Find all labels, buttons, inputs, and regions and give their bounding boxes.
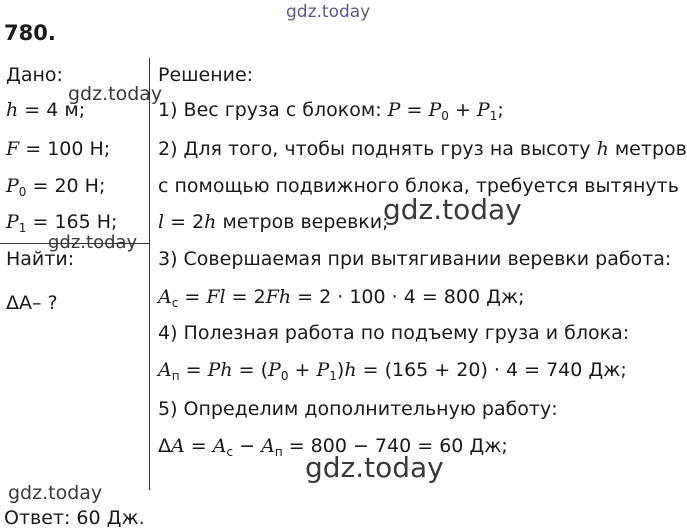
step-2-text-b: метров: [608, 138, 687, 160]
step-2-text-c: метров веревки;: [216, 211, 389, 233]
watermark-top: gdz.today: [286, 2, 371, 22]
answer: Ответ: 60 Дж.: [4, 507, 145, 529]
solution-step-5-formula: $\Delta A = A_с - A_п = 800 - 740 = 60$ Дж;: [158, 435, 508, 459]
vertical-divider: [149, 58, 150, 490]
watermark-given-b: gdz.today: [48, 232, 138, 253]
solution-step-1: 1) Вес груза с блоком: $P = P_0 + P_1$;: [158, 99, 504, 123]
step-3-formula-tail: = 2 · 100 · 4 = 800 Дж;: [291, 286, 525, 308]
watermark-given-a: gdz.today: [68, 83, 163, 105]
problem-number: 780.: [4, 21, 56, 45]
given-P0-value: = 20 Н;: [32, 175, 106, 197]
solution-step-2-line-1: 2) Для того, чтобы поднять груз на высоту h метров: [158, 138, 687, 160]
solution-step-5-line-1: 5) Определим дополнительную работу:: [158, 398, 558, 420]
solution-step-4-formula: $A_п = Ph = (P_0 + P_1)h = (165 + 20) \cdot 4 = 740$ Дж;: [158, 359, 627, 383]
given-P1-value: = 165 Н;: [32, 211, 118, 233]
step-2-text-a: 2) Для того, чтобы поднять груз на высоту: [158, 138, 597, 160]
step-4-formula-tail: = (165 + 20) · 4 = 740 Дж;: [356, 359, 627, 381]
given-P1: $P_1 = 165$ Н;: [6, 211, 118, 235]
given-F-value: = 100 Н;: [25, 138, 111, 160]
given-h-value: = 4 м;: [24, 99, 86, 121]
find-title: Найти:: [6, 248, 75, 270]
given-F: F = 100 Н;: [6, 138, 111, 160]
solution-title: Решение:: [158, 64, 254, 86]
solution-step-2-line-2: с помощью подвижного блока, требуется вытянуть: [158, 175, 679, 197]
given-P0: $P_0 = 20$ Н;: [6, 175, 106, 199]
given-h: h = 4 м;: [6, 99, 86, 121]
given-title: Дано:: [6, 64, 63, 86]
solution-step-2-line-3: l = 2h метров веревки;: [158, 211, 389, 233]
solution-step-3-line-1: 3) Совершаемая при вытягивании веревки работа:: [158, 248, 672, 270]
step-5-formula-tail: = 800 − 740 = 60 Дж;: [282, 435, 508, 457]
watermark-bottom-left: gdz.today: [8, 482, 103, 504]
find-item: ΔA– ?: [6, 292, 58, 314]
watermark-bottom-center: gdz.today: [305, 451, 444, 484]
watermark-mid: gdz.today: [383, 193, 522, 226]
step-1-text: 1) Вес груза с блоком:: [158, 99, 388, 121]
solution-step-4-line-1: 4) Полезная работа по подъему груза и блока:: [158, 322, 630, 344]
solution-step-3-formula: $A_с = Fl = 2Fh = 2 \cdot 100 \cdot 4 = 800$ Дж;: [158, 286, 525, 310]
